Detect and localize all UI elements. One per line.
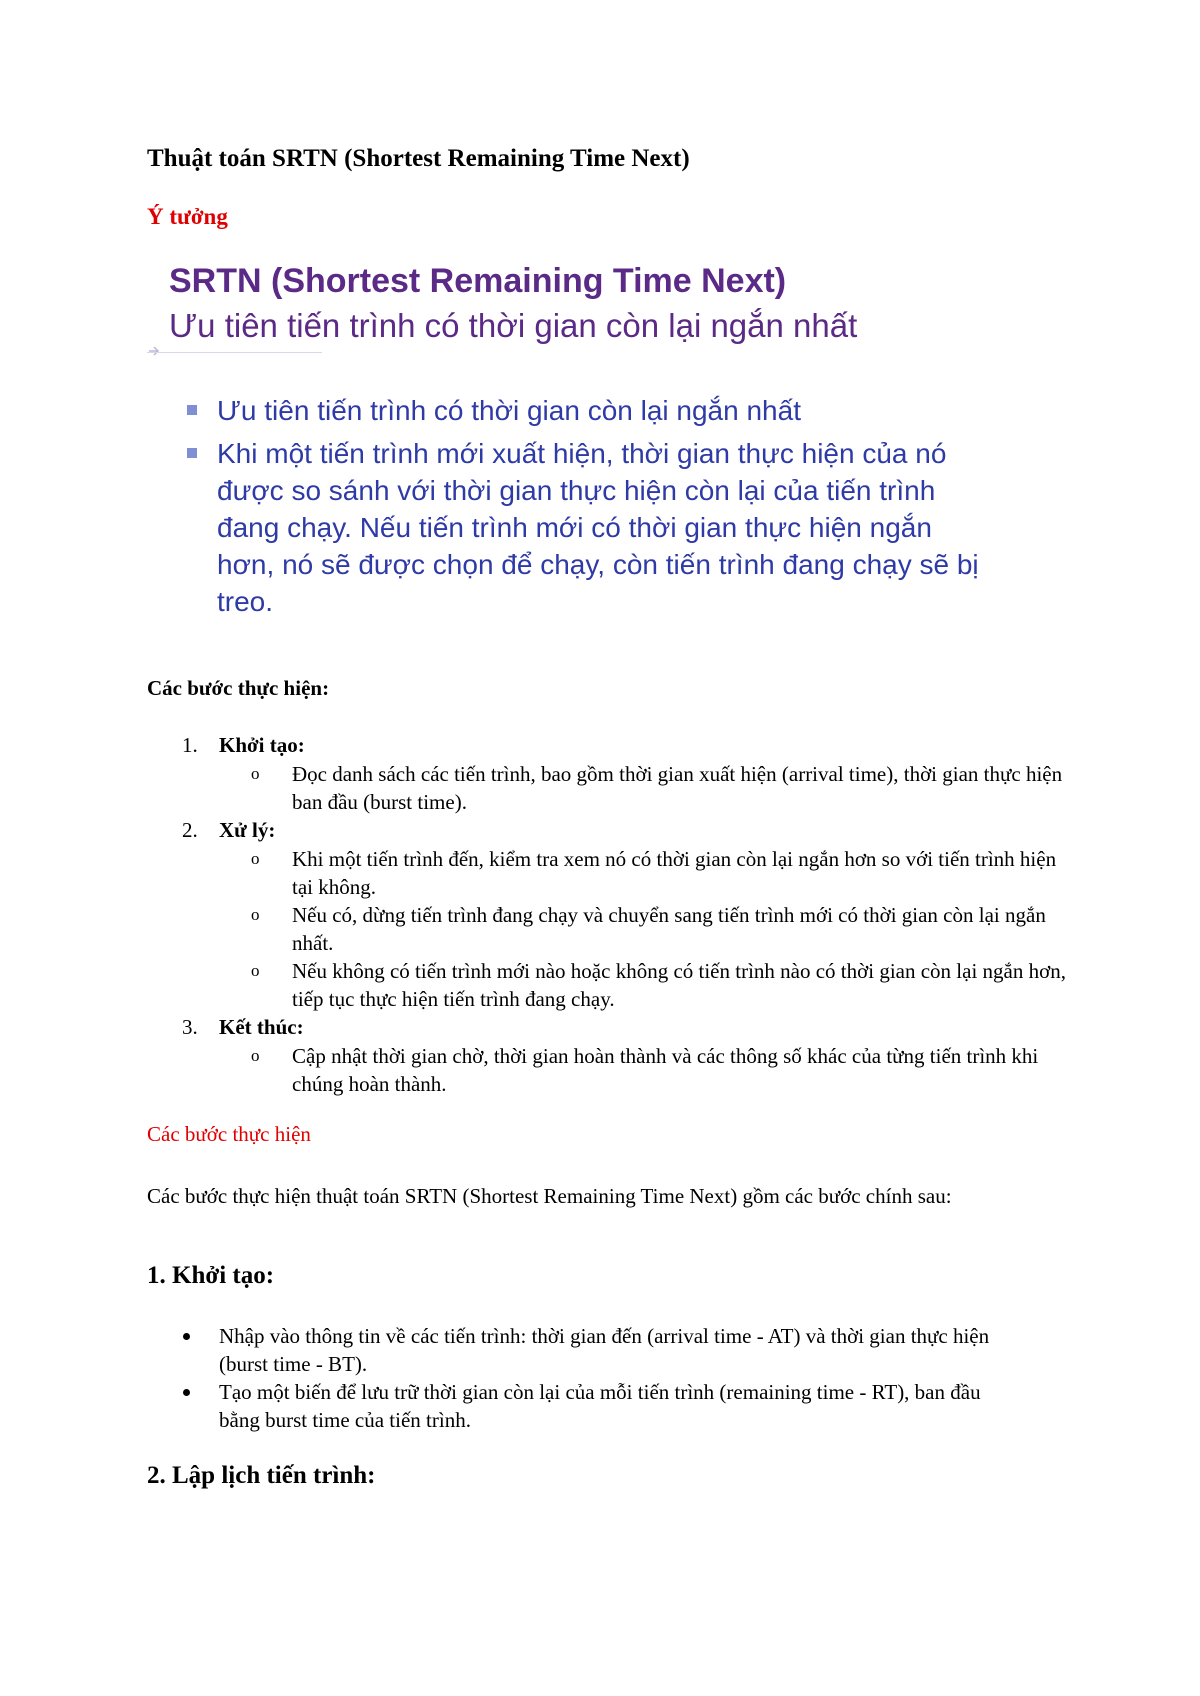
steps-heading: Các bước thực hiện [147, 1122, 311, 1146]
section-heading-init: 1. Khởi tạo: [147, 1262, 275, 1289]
circle-bullet-icon: o [251, 849, 260, 868]
step-item [147, 816, 1077, 1013]
step-sublist [219, 845, 1077, 1013]
step-subitem-text: Cập nhật thời gian chờ, thời gian hoàn thành và các thông số khác của từng tiến trình khi chúng hoàn thành. [292, 1044, 1039, 1096]
init-bullet-list [147, 1322, 1077, 1434]
slide-subtitle: Ưu tiên tiến trình có thời gian còn lại ngắn nhất [169, 307, 858, 344]
step-subitem-text: Nếu không có tiến trình mới nào hoặc không có tiến trình nào có thời gian còn lại ngắn hơn, tiếp tục thực hiện tiến trình đang chạy. [292, 959, 1066, 1011]
step-number: 1. [182, 733, 198, 757]
step-sublist [219, 760, 1077, 816]
step-subitem-text: Nếu có, dừng tiến trình đang chạy và chuyển sang tiến trình mới có thời gian còn lại ngắn nhất. [292, 903, 1046, 955]
circle-bullet-icon: o [251, 764, 260, 783]
document-title: Thuật toán SRTN (Shortest Remaining Time Next) [147, 145, 690, 172]
step-subitem [219, 760, 1072, 816]
steps-list [147, 731, 1077, 1098]
step-title: Xử lý: [219, 818, 276, 842]
circle-bullet-icon: o [251, 905, 260, 924]
step-item [147, 1013, 1077, 1098]
step-sublist [219, 1042, 1077, 1098]
step-title: Khởi tạo: [219, 733, 305, 757]
slide-bullet [187, 435, 987, 620]
circle-bullet-icon: o [251, 961, 260, 980]
square-bullet-icon [187, 405, 197, 415]
list-item-text: Nhập vào thông tin về các tiến trình: thời gian đến (arrival time - AT) và thời gian thực hiện (burst time - BT). [219, 1324, 990, 1376]
step-subitem [219, 1042, 1072, 1098]
step-subitem [219, 901, 1072, 957]
step-subitem [219, 957, 1072, 1013]
section-heading-scheduling: 2. Lập lịch tiến trình: [147, 1462, 376, 1489]
list-item-text: Tạo một biến để lưu trữ thời gian còn lại của mỗi tiến trình (remaining time - RT), ban đầu bằng burst time của tiến trình. [219, 1380, 981, 1432]
list-item [147, 1378, 999, 1434]
square-bullet-icon [187, 448, 197, 458]
slide-image [147, 262, 1017, 634]
step-subitem-text: Đọc danh sách các tiến trình, bao gồm thời gian xuất hiện (arrival time), thời gian thực hiện ban đầu (burst time). [292, 762, 1063, 814]
arrow-icon [147, 342, 163, 358]
step-number: 2. [182, 818, 198, 842]
slide-bullet-list [187, 392, 987, 626]
intro-paragraph: Các bước thực hiện thuật toán SRTN (Shortest Remaining Time Next) gồm các bước chính sau: [147, 1184, 952, 1208]
bullet-dot-icon [183, 1333, 190, 1340]
slide-bullet-text: Ưu tiên tiến trình có thời gian còn lại ngắn nhất [217, 395, 801, 426]
slide-bullet [187, 392, 987, 429]
steps-label: Các bước thực hiện: [147, 676, 330, 700]
slide-title: SRTN (Shortest Remaining Time Next) [169, 262, 787, 300]
list-item [147, 1322, 999, 1378]
slide-bullet-text: Khi một tiến trình mới xuất hiện, thời gian thực hiện của nó được so sánh với thời gian thực hiện còn lại của tiến trình đang chạy. Nếu tiến trình mới có thời gian thực hiện ngắn hơn, nó sẽ được chọn để chạy, còn tiến trình đang chạy sẽ bị treo. [217, 438, 979, 617]
step-title: Kết thúc: [219, 1015, 304, 1039]
slide-divider [147, 352, 322, 353]
step-subitem [219, 845, 1072, 901]
step-number: 3. [182, 1015, 198, 1039]
step-item [147, 731, 1077, 816]
bullet-dot-icon [183, 1389, 190, 1396]
idea-heading: Ý tưởng [147, 204, 228, 229]
circle-bullet-icon: o [251, 1046, 260, 1065]
step-subitem-text: Khi một tiến trình đến, kiểm tra xem nó có thời gian còn lại ngắn hơn so với tiến trình hiện tại không. [292, 847, 1057, 899]
